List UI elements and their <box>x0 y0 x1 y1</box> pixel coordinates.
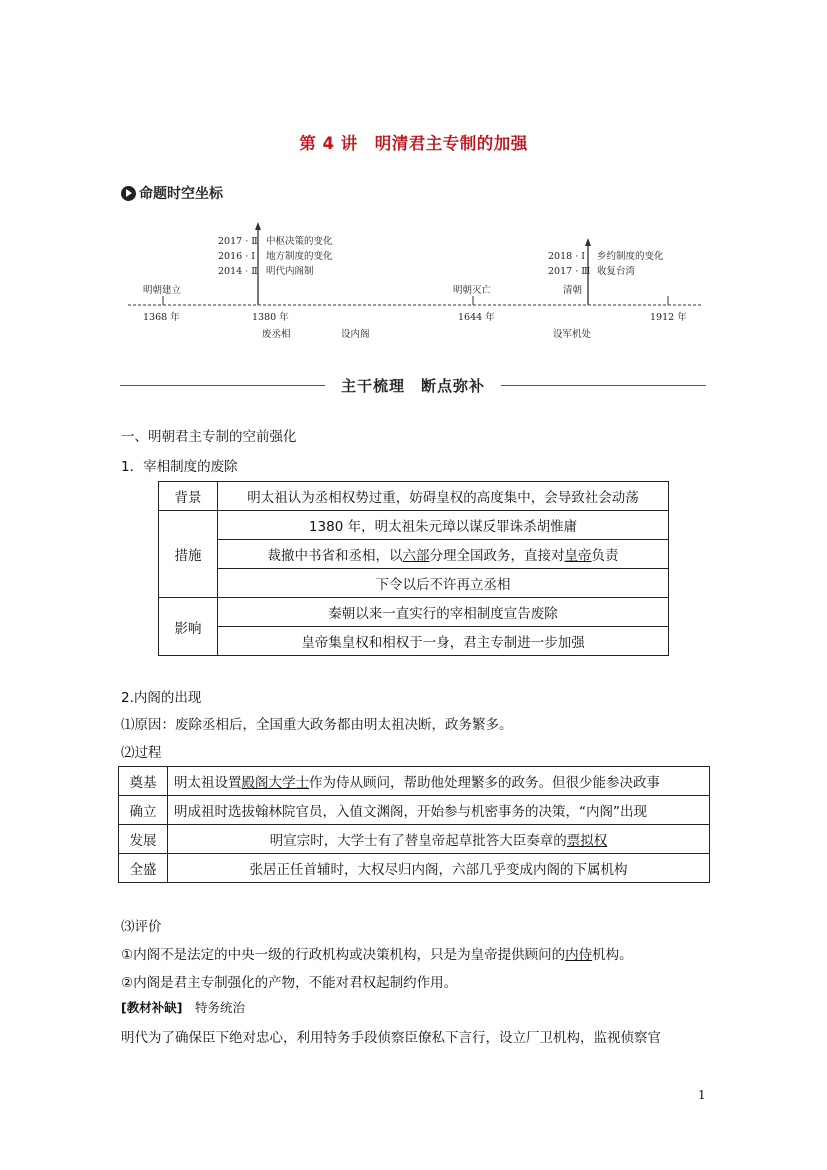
paragraph-eval-title: ⑶评价 <box>121 919 162 935</box>
cell: 张居正任首辅时，大权尽归内阁，六部几乎变成内阁的下属机构 <box>168 854 710 883</box>
supplement-label: [教材补缺] <box>121 1000 183 1015</box>
cell: 1380 年，明太祖朱元璋以谋反罪诛杀胡惟庸 <box>218 511 669 540</box>
row-label: 背景 <box>159 482 218 511</box>
row-label: 发展 <box>119 825 168 854</box>
table-chancellor <box>158 481 669 656</box>
cell <box>168 767 710 796</box>
paragraph-reason: ⑴原因：废除丞相后，全国重大政务都由明太祖决断，政务繁多。 <box>121 717 513 733</box>
year-label: 1912 年 <box>650 312 687 323</box>
play-circle-icon <box>121 186 136 201</box>
paragraph-eval-2: ②内阁是君主专制强化的产物，不能对君权起制约作用。 <box>121 975 458 991</box>
cell: 明成祖时选拔翰林院官员，入值文渊阁，开始参与机密事务的决策，“内阁”出现 <box>168 796 710 825</box>
row-label: 奠基 <box>119 767 168 796</box>
section-tag <box>121 183 223 203</box>
underlined-text: 皇帝 <box>564 548 592 564</box>
event-below: 废丞相 <box>262 329 291 340</box>
event-below: 设军机处 <box>553 329 592 340</box>
exam-topic: 收复台湾 <box>597 266 636 277</box>
text: 负责 <box>591 548 619 564</box>
cell <box>218 540 669 569</box>
table-row <box>119 825 710 854</box>
underlined-text: 殿阁大学士 <box>241 775 309 791</box>
divider-line-right <box>501 385 706 386</box>
exam-topic: 明代内阁制 <box>266 266 314 277</box>
text: 分理全国政务，直接对 <box>429 548 565 564</box>
table-row <box>159 598 669 627</box>
text: 机构。 <box>592 947 633 963</box>
exam-year: 2018 · Ⅰ <box>548 251 585 262</box>
underlined-text: 票拟权 <box>566 833 608 849</box>
exam-year: 2017 · Ⅱ <box>218 236 258 247</box>
text: 明太祖设置 <box>174 775 242 791</box>
table-row <box>119 796 710 825</box>
row-label: 影响 <box>159 598 218 656</box>
paragraph-eval-1 <box>121 943 633 963</box>
exam-year: 2016 · Ⅰ <box>218 251 255 262</box>
event-above: 明朝灭亡 <box>453 285 492 296</box>
cell: 皇帝集皇权和相权于一身，君主专制进一步加强 <box>218 627 669 656</box>
row-label: 措施 <box>159 511 218 598</box>
table-row <box>159 482 669 511</box>
exam-topic: 地方制度的变化 <box>266 251 333 262</box>
table-row <box>119 854 710 883</box>
year-label: 1368 年 <box>143 312 180 323</box>
exam-years-right <box>548 249 591 279</box>
table-row <box>159 569 669 598</box>
paragraph-last: 明代为了确保臣下绝对忠心，利用特务手段侦察臣僚私下言行，设立厂卫机构，监视侦察官 <box>121 1030 661 1046</box>
page-number: 1 <box>698 1088 706 1102</box>
text: 作为侍从顾问，帮助他处理繁多的政务。但很少能参决政事 <box>309 775 660 791</box>
cell: 明太祖认为丞相权势过重，妨碍皇权的高度集中，会导致社会动荡 <box>218 482 669 511</box>
text: ①内阁不是法定的中央一级的行政机构或决策机构，只是为皇帝提供顾问的 <box>121 947 566 963</box>
section-tag-label: 命题时空坐标 <box>139 186 223 202</box>
table-row <box>119 767 710 796</box>
divider-title: 主干梳理 断点弥补 <box>341 377 486 395</box>
cell <box>168 825 710 854</box>
cell: 下令以后不许再立丞相 <box>218 569 669 598</box>
table-row <box>159 627 669 656</box>
underlined-text: 六部 <box>402 548 430 564</box>
year-label: 1644 年 <box>458 312 495 323</box>
heading-3: 2.内阁的出现 <box>121 690 202 706</box>
cell: 秦朝以来一直实行的宰相制度宣告废除 <box>218 598 669 627</box>
exam-topics-left <box>266 234 333 279</box>
divider-line-left <box>120 385 325 386</box>
row-label: 确立 <box>119 796 168 825</box>
page-title: 第 4 讲 明清君主专制的加强 <box>299 134 528 153</box>
year-label: 1380 年 <box>252 312 289 323</box>
event-above: 明朝建立 <box>143 285 182 296</box>
exam-years-left <box>218 234 258 279</box>
exam-topics-right <box>597 249 664 279</box>
event-above: 清朝 <box>563 285 583 296</box>
underlined-text: 内侍 <box>565 947 593 963</box>
timeline-axis <box>0 0 827 350</box>
exam-topic: 中枢决策的变化 <box>266 236 333 247</box>
heading-2: 1．宰相制度的废除 <box>121 459 238 475</box>
supplement-title: 特务统治 <box>194 1000 245 1015</box>
table-row <box>159 540 669 569</box>
table-cabinet <box>118 766 710 883</box>
exam-year: 2017 · Ⅲ <box>548 266 591 277</box>
section-divider <box>120 375 706 396</box>
table-row <box>159 511 669 540</box>
heading-1: 一、明朝君主专制的空前强化 <box>121 429 297 445</box>
exam-year: 2014 · Ⅱ <box>218 266 258 277</box>
timeline <box>0 0 827 350</box>
row-label: 全盛 <box>119 854 168 883</box>
text: 裁撤中书省和丞相，以 <box>267 548 403 564</box>
exam-topic: 乡约制度的变化 <box>597 251 664 262</box>
paragraph-process: ⑵过程 <box>121 745 162 761</box>
supplement-heading <box>121 998 245 1016</box>
text: 明宣宗时，大学士有了替皇帝起草批答大臣奏章的 <box>269 833 567 849</box>
event-below: 设内阁 <box>341 329 370 340</box>
